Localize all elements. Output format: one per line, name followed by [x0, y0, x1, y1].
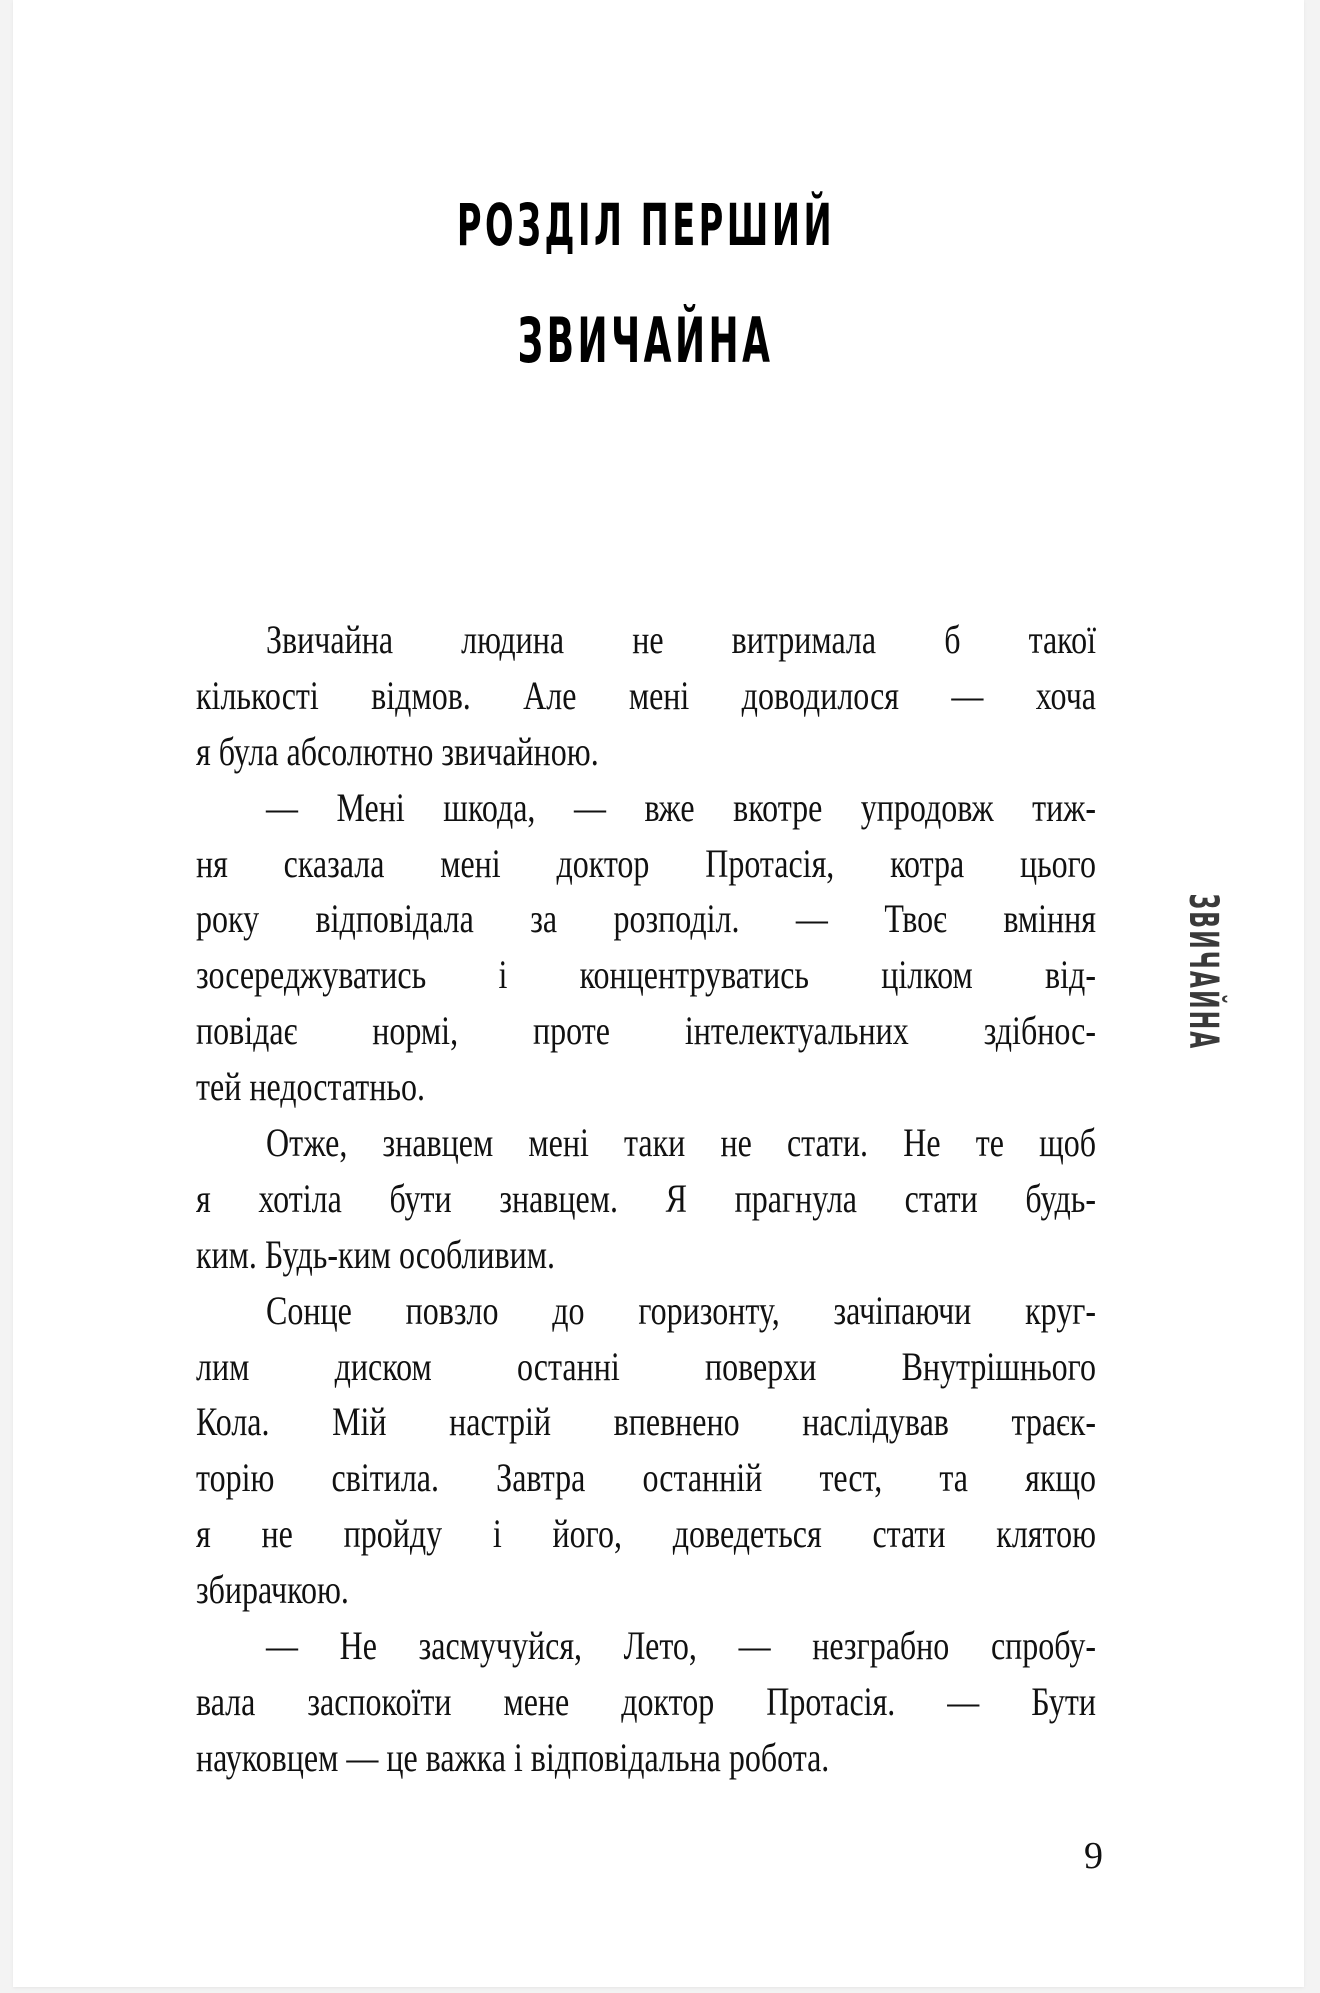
text-line [196, 1171, 1096, 1227]
book-page [13, 0, 1304, 1987]
running-head-text: ЗВИЧАЙНА [1180, 893, 1226, 1051]
text-line-content: збирачкою. [196, 1567, 349, 1613]
text-line [196, 1450, 1096, 1506]
text-line [196, 1730, 1096, 1786]
running-head [1180, 888, 1226, 1056]
text-line-content: року відповідала за розподіл. — Твоє вміння [196, 896, 1096, 942]
text-line [196, 947, 1096, 1003]
text-line [196, 1227, 1096, 1283]
text-line-content: Отже, знавцем мені таки не стати. Не те щоб [266, 1120, 1096, 1166]
text-line [196, 780, 1096, 836]
text-line [196, 1674, 1096, 1730]
text-line-content: я не пройду і його, доведеться стати клятою [196, 1511, 1096, 1557]
text-line-content: Кола. Мій настрій впевнено наслідував траєк- [196, 1399, 1096, 1445]
chapter-body-text [196, 612, 1096, 1786]
page-number: 9 [1084, 1835, 1103, 1877]
text-line [196, 836, 1096, 892]
text-line [196, 612, 1096, 668]
text-line [196, 1339, 1096, 1395]
chapter-label [196, 191, 1096, 259]
text-line-content: кількості відмов. Але мені доводилося — хоча [196, 672, 1096, 718]
text-line-content: — Мені шкода, — вже вкотре упродовж тиж- [266, 784, 1096, 830]
text-line-content: вала заспокоїти мене доктор Протасія. — Бути [196, 1678, 1096, 1724]
text-line-content: науковцем — це важка і відповідальна робота. [196, 1734, 830, 1780]
chapter-title-text: ЗВИЧАЙНА [518, 304, 774, 377]
text-line [196, 1562, 1096, 1618]
text-line-content: я була абсолютно звичайною. [196, 728, 599, 774]
text-line [196, 1394, 1096, 1450]
text-line-content: лим диском останні поверхи Внутрішнього [196, 1343, 1096, 1389]
chapter-label-text: РОЗДІЛ ПЕРШИЙ [456, 191, 836, 259]
text-line [196, 668, 1096, 724]
text-line [196, 1003, 1096, 1059]
text-line [196, 1506, 1096, 1562]
text-line-content: зосереджуватись і концентруватись цілком від- [196, 952, 1096, 998]
text-line-content: ня сказала мені доктор Протасія, котра цього [196, 840, 1096, 886]
text-line-content: торію світила. Завтра останній тест, та якщо [196, 1455, 1096, 1501]
text-line [196, 1115, 1096, 1171]
text-line-content: ким. Будь-ким особливим. [196, 1231, 555, 1277]
text-line [196, 1059, 1096, 1115]
text-line [196, 1618, 1096, 1674]
text-line [196, 1283, 1096, 1339]
text-line [196, 724, 1096, 780]
text-line-content: тей недостатньо. [196, 1064, 425, 1110]
text-line-content: повідає нормі, проте інтелектуальних здібнос- [196, 1008, 1096, 1054]
text-line-content: Звичайна людина не витримала б такої [266, 617, 1096, 662]
chapter-title [196, 304, 1096, 377]
text-line [196, 891, 1096, 947]
text-line-content: — Не засмучуйся, Лето, — незграбно спробу- [266, 1623, 1096, 1669]
text-line-content: Сонце повзло до горизонту, зачіпаючи круг- [266, 1287, 1096, 1333]
text-line-content: я хотіла бути знавцем. Я прагнула стати будь- [196, 1175, 1096, 1221]
